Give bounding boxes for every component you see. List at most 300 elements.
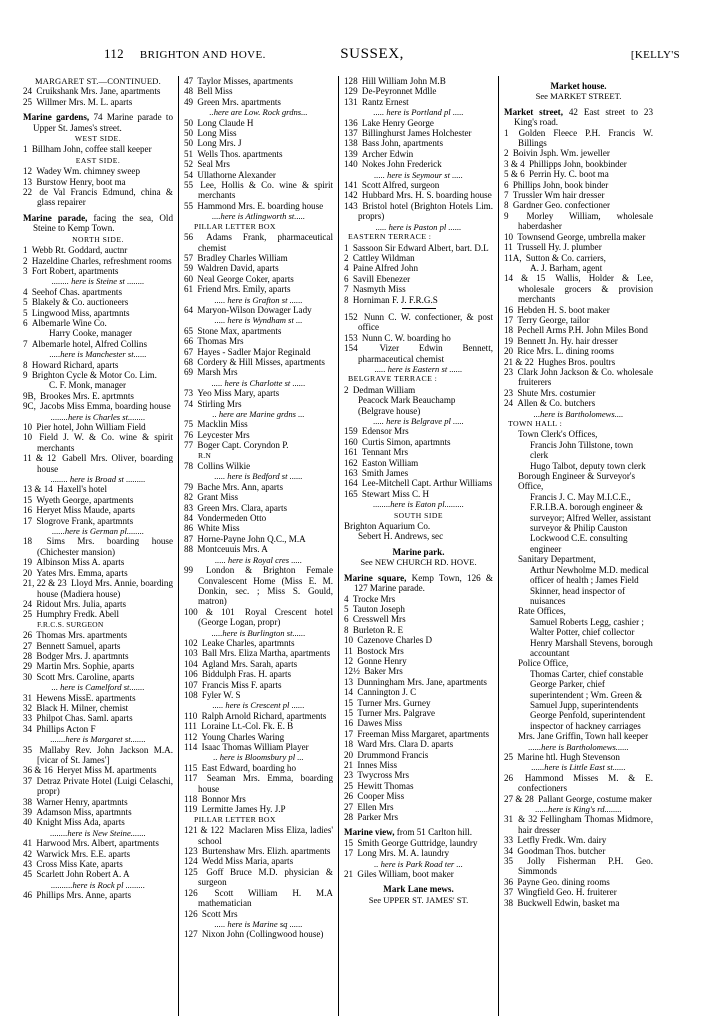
directory-entry (504, 200, 653, 210)
directory-entry (184, 232, 333, 253)
entry-text: Willmer Mrs. M. L. aparts (36, 96, 133, 107)
directory-entry (184, 503, 333, 513)
entry-text: Turner Mrs. Palgrave (357, 707, 436, 718)
cross-street-note: ... here is Camelford st....... (51, 682, 145, 693)
entry-text: Billinghurst James Holchester (361, 128, 472, 139)
entry-text: Buckwell Edwin, basket ma (517, 897, 620, 908)
entry-text: Trussell Hy. J. plumber (517, 242, 602, 253)
entry-text: Waldren David, aparts (197, 263, 279, 274)
entry-text: Grant Miss (197, 492, 239, 503)
directory-entry (23, 401, 173, 411)
entry-text: Yates Mrs. Emma, aparts (36, 567, 128, 578)
entry-text: Archer Edwin (361, 148, 414, 159)
entry-text: Cross Miss Kate, aparts (36, 859, 123, 870)
entry-number: 10 (23, 422, 35, 432)
street-heading (23, 213, 173, 234)
entry-text: Trocke Mrs (352, 593, 396, 604)
entry-text: Taylor Misses, apartments (197, 76, 293, 86)
entry-text: Albemarle hotel, Alfred Collins (31, 338, 147, 349)
entry-text: Lee-Mitchell Capt. Arthur Williams (361, 478, 493, 489)
entry-number: 38 (23, 796, 35, 807)
entry-text: Horne-Payne John Q.C., M.A (197, 533, 306, 544)
directory-entry (344, 295, 493, 305)
entry-number: 12 (344, 655, 356, 666)
entry-number: 21, 22 & 23 (23, 578, 69, 589)
entry-number: 26 (504, 772, 523, 783)
entry-text: Rice Mrs. L. dining rooms (517, 346, 614, 357)
directory-entry (184, 274, 333, 284)
directory-entry (344, 791, 493, 801)
sub-entry: George Parker, chief superintendent ; Wm. Green & Samuel Jupp, superintendents (530, 679, 643, 710)
entry-text: Gabell Mrs. Oliver, boarding house (37, 453, 174, 474)
directory-entry (23, 693, 173, 703)
entry-number: 163 (344, 468, 360, 479)
entry-text: Tauton Joseph (352, 603, 405, 614)
directory-entry (23, 817, 173, 827)
entry-text: Goodman Thos. butcher (517, 845, 606, 856)
entry-number: 12½ (344, 666, 363, 677)
entry-text: Adams Frank, pharmaceutical chemist (198, 232, 333, 253)
entry-text: Hubbard Mrs. H. S. boarding house (361, 190, 492, 201)
directory-entry (184, 867, 333, 888)
directory-entry (344, 666, 493, 676)
directory-entry (344, 312, 493, 333)
entry-number: 8 (344, 624, 351, 635)
sub-entry: Henry Marshall Stevens, borough accountant (530, 637, 653, 658)
entry-number: 59 (184, 263, 196, 274)
entry-number: 125 (184, 866, 205, 877)
side-heading: SOUTH SIDE (393, 510, 444, 520)
directory-entry (344, 149, 493, 159)
entry-text: Lake Henry George (361, 117, 434, 128)
directory-entry (184, 648, 333, 658)
entry-number: 8 (344, 294, 351, 305)
directory-entry (23, 360, 173, 370)
entry-text: Sassoon Sir Edward Albert, bart. D.L (352, 242, 489, 253)
entry-text: East Edward, boarding ho (201, 762, 297, 773)
directory-entry (344, 781, 493, 791)
cross-street-note: ......here is Little East st...... (531, 762, 626, 773)
entry-number: 5 (23, 307, 30, 318)
entry-text: Bradley Charles William (197, 252, 288, 263)
entry-text: Ridout Mrs. Julia, aparts (36, 598, 127, 609)
directory-entry (184, 846, 333, 856)
entry-text: Stirling Mrs (197, 398, 242, 409)
entry-text: Bennett Jn. Hy. hair dresser (517, 335, 618, 346)
entry-text: Martin Mrs. Sophie, aparts (36, 661, 135, 672)
entry-text: Allen & Co. butchers (517, 398, 596, 409)
sub-entry: Borough Engineer & Surveyor's Office, (518, 471, 636, 492)
directory-entry (344, 869, 493, 879)
entry-number: 126 (184, 887, 213, 898)
entry-text: Lloyd Mrs. Annie, boarding house (Madiera house) (37, 578, 173, 599)
entry-number: 99 (184, 565, 204, 576)
directory-entry (184, 128, 333, 138)
directory-entry (344, 478, 493, 488)
entry-text: Rantz Ernest (361, 96, 409, 107)
entry-number: 142 (344, 190, 360, 201)
entry-text: Thomas Mrs. apartments (36, 630, 128, 641)
sub-entry: Samuel Roberts Legg, cashier ; Walter Potter, chief collector (530, 616, 644, 638)
directory-entry (23, 86, 173, 96)
entry-text: Twycross Mrs (357, 770, 410, 781)
see-reference: See UPPER ST. JAMES' ST. (368, 894, 469, 905)
directory-entry (504, 856, 653, 877)
entry-text: Long Mrs. M. A. laundry (357, 848, 450, 859)
cross-street-note: .. here is Park Road ter ... (374, 858, 463, 869)
cross-street-note: ..... here is Paston pl ...... (375, 221, 462, 232)
entry-number: 15 (344, 697, 356, 708)
directory-entry (184, 929, 333, 939)
entry-text: Goff Bruce M.D. physician & surgeon (198, 866, 333, 888)
entry-text: Townsend George, umbrella maker (517, 231, 646, 242)
entry-number: 161 (344, 447, 360, 458)
entry-number: 17 (504, 314, 516, 325)
entry-number: 31 (504, 814, 517, 825)
directory-entry (23, 266, 173, 276)
directory-entry (184, 86, 333, 96)
entry-number: 55 (184, 200, 196, 211)
directory-entry (184, 419, 333, 429)
directory-entry (504, 169, 653, 179)
entry-number: 118 (184, 794, 200, 805)
entry-number: 37 (504, 887, 516, 898)
sub-entry: Francis John Tillstone, town clerk (530, 439, 634, 461)
entry-number: 17 (23, 515, 35, 526)
entry-text: Gonne Henry (357, 655, 407, 666)
directory-entry (344, 180, 493, 190)
directory-entry (344, 848, 493, 858)
entry-text: Paine Alfred John (352, 263, 418, 274)
cross-street-note: ..... here is Charlotte st ...... (211, 377, 306, 388)
entry-number: 28 (23, 650, 35, 661)
entry-number: 25 (504, 752, 516, 762)
entry-number: 13 (344, 676, 356, 687)
directory-entry (184, 659, 333, 669)
entry-text: Thomas Mrs (197, 336, 244, 347)
directory-entry (344, 468, 493, 478)
entry-line: Brighton Aquarium Co. (344, 521, 431, 532)
entry-number: 11 (344, 645, 356, 656)
directory-entry (184, 732, 333, 742)
directory-entry (23, 187, 173, 208)
entry-number: 19 (504, 335, 516, 346)
directory-entry (23, 422, 173, 432)
directory-entry (504, 315, 653, 325)
entry-text: Burstow Henry, boot ma (36, 176, 126, 187)
entry-number: 36 & 16 (23, 765, 56, 776)
entry-text: Warwick Mrs. E.E. aparts (36, 848, 131, 859)
entry-text: Albinson Miss A. aparts (36, 557, 125, 568)
directory-entry (184, 284, 333, 294)
entry-number: 114 (184, 742, 200, 752)
entry-number: 17 (344, 848, 356, 859)
entry-text: Philpot Chas. Saml. aparts (36, 713, 133, 724)
cross-street-note: ..... here is Seymour st ..... (374, 169, 463, 180)
entry-text: Haxell's hotel (57, 484, 107, 495)
entry-number: 2 (344, 384, 351, 395)
entry-number: 15 (344, 707, 356, 718)
see-reference: See MARKET STREET. (535, 91, 622, 102)
directory-entry (504, 336, 653, 346)
entry-number: 41 (23, 838, 35, 849)
directory-entry (504, 877, 653, 887)
directory-entry (344, 333, 493, 343)
entry-text: Field J. W. & Co. wine & spirit merchants (37, 432, 173, 453)
directory-entry (184, 794, 333, 804)
entry-number: 103 (184, 648, 200, 659)
entry-text: Brookes Mrs. E. aprtmnts (40, 390, 134, 401)
directory-entry (344, 253, 493, 263)
directory-entry (184, 804, 333, 814)
cross-street-note: ..... here is Belgrave pl ..... (373, 416, 464, 426)
entry-text: Sutton & Co. carriers, (525, 252, 606, 263)
entry-number: 65 (184, 325, 196, 336)
directory-entry (23, 599, 173, 609)
entry-number: 56 (184, 232, 205, 243)
entry-text: Leycester Mrs (197, 429, 250, 440)
entry-text: Scarlett John Robert A. A (36, 869, 130, 880)
entry-number: 153 (344, 332, 360, 343)
entry-text: Boivin Jsph. Wm. jeweller (512, 148, 610, 159)
directory-entry (504, 794, 653, 804)
entry-number: 27 & 28 (504, 793, 537, 804)
directory-entry (504, 159, 653, 169)
cross-street-note: ......here is German pl........ (51, 526, 145, 537)
directory-entry (184, 909, 333, 919)
entry-number: 110 (184, 710, 200, 721)
entry-text: Scott Alfred, surgeon (361, 180, 440, 191)
entry-number: 64 (184, 304, 196, 315)
directory-entry (184, 263, 333, 273)
directory-entry (184, 565, 333, 607)
directory-entry (344, 677, 493, 687)
entry-number: 136 (344, 117, 360, 128)
column-container (18, 76, 696, 1016)
cross-street-note: ........ here is Broad st ......... (50, 474, 146, 485)
directory-entry (23, 484, 173, 494)
entry-text: London & Brighton Female Convalescent Home (Miss E. M. Donkin, sec. ; Miss S. Gould, matron) (198, 565, 333, 607)
entry-text: Scott William H. M.A mathematician (198, 887, 333, 909)
entry-text: Long Claude H (197, 117, 254, 128)
sub-entry: Sebert H. Andrews, sec (358, 531, 444, 542)
directory-entry (344, 739, 493, 749)
directory-entry (184, 711, 333, 721)
entry-number: 137 (344, 128, 360, 139)
entry-text: Detraz Private Hotel (Luigi Celaschi, propr) (36, 775, 173, 797)
entry-text: Blakely & Co. auctioneers (31, 297, 129, 308)
entry-text: Seaman Mrs. Emma, boarding house (198, 773, 333, 794)
terrace-heading: BELGRAVE TERRACE : (348, 374, 438, 384)
entry-text: Wedd Miss Maria, aparts (201, 856, 294, 867)
directory-entry (344, 812, 493, 822)
entry-text: Ullathorne Alexander (197, 169, 276, 180)
running-head (18, 46, 696, 66)
directory-entry (504, 357, 653, 367)
entry-text: Nunn C. W. boarding ho (361, 332, 451, 343)
directory-column (178, 76, 338, 1016)
street-heading (344, 884, 493, 894)
entry-number: 14 (344, 687, 356, 698)
directory-entry (23, 661, 173, 671)
entry-text: Nasmyth Miss (352, 284, 406, 295)
entry-number: 18 (23, 536, 45, 547)
entry-number: 46 (23, 890, 35, 901)
directory-entry (344, 604, 493, 614)
running-head-place: BRIGHTON AND HOVE. (139, 49, 266, 61)
entry-number: 15 (344, 837, 356, 848)
directory-entry (504, 242, 653, 252)
entry-text: Green Mrs. Clara, aparts (197, 502, 288, 513)
directory-entry (184, 388, 333, 398)
entry-number: 1 (23, 245, 30, 256)
street-name: Mark Lane mews. (383, 884, 454, 895)
entry-text: Hebden H. S. boot maker (517, 304, 610, 315)
directory-entry (23, 869, 173, 879)
directory-entry (184, 76, 333, 86)
page-folio: 112 (104, 46, 124, 61)
entry-number: 124 (184, 856, 200, 867)
entry-number: 128 (344, 76, 360, 86)
entry-number: 10 (344, 635, 356, 646)
entry-text: Golden Fleece P.H. Francis W. Billings (518, 127, 653, 149)
entry-number: 33 (504, 835, 516, 846)
entry-text: Seehof Chas. apartments (31, 286, 122, 297)
directory-entry (504, 835, 653, 845)
directory-entry (344, 802, 493, 812)
directory-entry (344, 729, 493, 739)
directory-entry (23, 557, 173, 567)
entry-number: 50 (184, 117, 196, 128)
entry-number: 50 (184, 128, 196, 139)
entry-text: Seal Mrs (197, 159, 230, 170)
directory-entry (23, 641, 173, 651)
sub-entry: Police Office, (518, 658, 569, 669)
entry-number: 20 (23, 567, 35, 578)
directory-entry (344, 656, 493, 666)
cross-street-note: ..... here is Portland pl ..... (373, 107, 464, 118)
entry-text: Bonnor Mrs (201, 794, 246, 805)
entry-number: 143 (344, 200, 361, 211)
entry-number: 129 (344, 86, 360, 97)
directory-entry (184, 825, 333, 846)
cross-street-note: ..........here is Rock pl ......... (51, 879, 145, 890)
entry-number: 4 (344, 593, 351, 604)
street-name: Marine view, (344, 827, 395, 838)
entry-number: 127 (184, 929, 200, 940)
entry-text: & 32 Fellingham Thomas Midmore, hair dresser (518, 814, 653, 835)
entry-number: 61 (184, 284, 196, 295)
sub-entry: Peacock Mark Beauchamp (Belgrave house) (358, 395, 456, 416)
entry-text: Green Mrs. apartments (197, 96, 281, 107)
entry-number: 15 (23, 494, 35, 505)
entry-text: Savill Ebenezer (352, 273, 411, 284)
entry-text: Bell Miss (197, 86, 233, 97)
entry-text: Stewart Miss C. H (361, 488, 430, 499)
entry-number: 88 (184, 544, 196, 555)
cross-street-note: ...here is Bartholomews.... (533, 408, 624, 419)
entry-text: Hewitt Thomas (357, 780, 414, 791)
directory-entry (23, 745, 173, 766)
directory-entry (184, 326, 333, 336)
entry-number: 8 (23, 359, 30, 370)
directory-entry (504, 232, 653, 242)
directory-entry (504, 887, 653, 897)
directory-entry (184, 336, 333, 346)
entry-number: 102 (184, 637, 200, 648)
sub-entry: F.R.C.S. SURGEON (37, 619, 104, 629)
entry-number: 68 (184, 356, 196, 367)
entry-text: White Miss (197, 523, 240, 534)
entry-number: 9 (504, 210, 525, 221)
entry-number: 6 (344, 273, 351, 284)
entry-text: Gardner Geo. confectioner (512, 200, 611, 211)
entry-text: Harwood Mrs. Albert, apartments (36, 838, 159, 849)
entry-number: 6 (504, 179, 511, 190)
entry-text: Nunn C. W. confectioner, & post office (358, 311, 493, 333)
directory-entry (184, 492, 333, 502)
entry-number: 123 (184, 846, 200, 857)
directory-entry (184, 305, 333, 315)
pillar-letter-box-note: PILLAR LETTER BOX (194, 814, 276, 824)
entry-number: 16 (504, 304, 516, 315)
entry-number: 7 (344, 284, 351, 295)
street-heading (344, 573, 493, 594)
directory-entry (23, 713, 173, 723)
directory-entry (344, 284, 493, 294)
entry-number: 126 (184, 908, 200, 919)
entry-number: 13 & 14 (23, 484, 56, 495)
directory-entry (23, 505, 173, 515)
entry-text: Letfly Fredk. Wm. dairy (517, 835, 607, 846)
directory-entry (344, 625, 493, 635)
entry-text: Neal George Coker, aparts (197, 273, 294, 284)
directory-entry (344, 118, 493, 128)
directory-entry (504, 211, 653, 232)
entry-number: 69 (184, 367, 196, 378)
entry-number: 51 (184, 148, 196, 159)
sub-entry: Rate Offices, (518, 606, 566, 617)
directory-entry (344, 138, 493, 148)
entry-text: Marine htl. Hugh Stevenson (517, 752, 620, 762)
directory-entry (23, 776, 173, 797)
directory-entry (23, 807, 173, 817)
entry-number: 16 (23, 505, 35, 516)
street-name: Marine square, (344, 572, 407, 583)
directory-entry (344, 385, 493, 395)
entry-number: 24 (23, 86, 35, 97)
entry-number: 3 (23, 265, 30, 276)
directory-entry (504, 752, 653, 762)
entry-number: 86 (184, 523, 196, 534)
entry-text: Shute Mrs. costumier (517, 387, 596, 398)
directory-entry (344, 687, 493, 697)
sub-entry: Francis J. C. May M.I.C.E., F.R.I.B.A. borough engineer & surveyor; Alfred Weller, assistant surveyor & Philip Causton Lockwood C.E. consulting engineer (530, 491, 651, 554)
entry-text: Pallant George, costume maker (538, 793, 653, 804)
directory-entry (23, 370, 173, 380)
entry-text: Maryon-Wilson Dowager Lady (197, 304, 312, 315)
entry-text: Isaac Thomas William Player (201, 742, 309, 752)
directory-entry (23, 578, 173, 599)
directory-entry (504, 814, 653, 835)
entry-number: 77 (184, 440, 196, 451)
entry-number: 52 (184, 159, 196, 170)
directory-entry (23, 166, 173, 176)
directory-entry (504, 273, 653, 304)
entry-number: 16 (344, 718, 356, 729)
entry-number: 49 (184, 96, 196, 107)
entry-text: Hammond Misses M. & E. confectioners (518, 772, 653, 794)
